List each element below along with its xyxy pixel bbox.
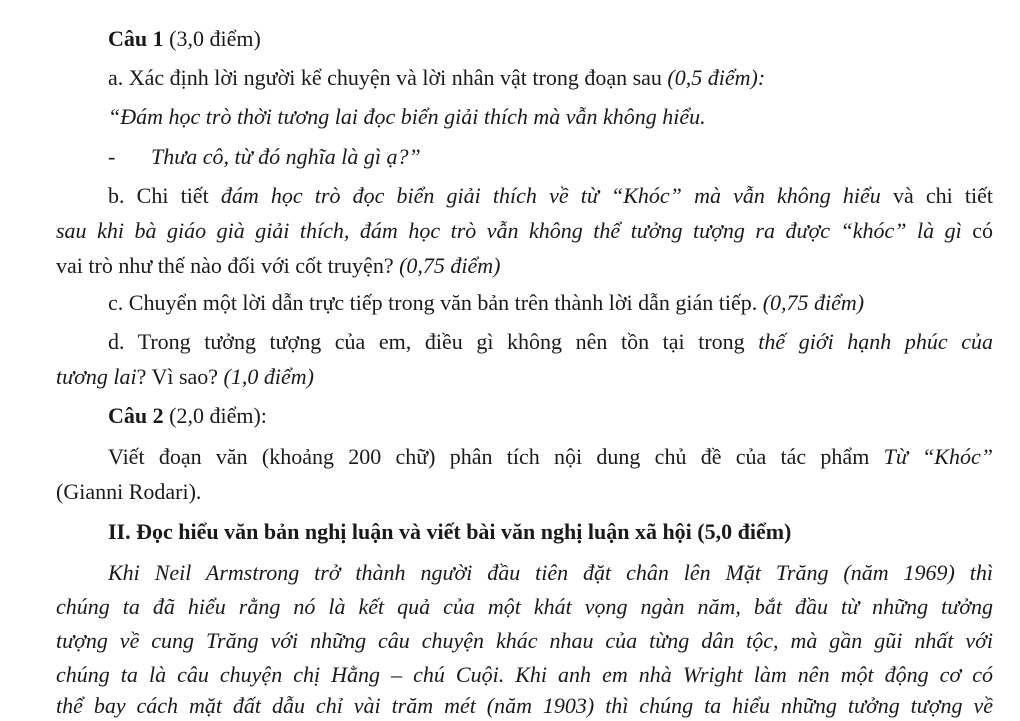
part-b-intro: b. Chi tiết	[108, 183, 221, 208]
part-b-line-2	[56, 216, 993, 246]
quote-character-text: Thưa cô, từ đó nghĩa là gì ạ?”	[151, 144, 421, 169]
passage-line-4	[56, 660, 993, 690]
passage-text-1: Khi Neil Armstrong trở thành người đầu tiên đặt chân lên Mặt Trăng (năm 1969) thì	[108, 560, 993, 585]
part-c-score: (0,75 điểm)	[762, 290, 865, 315]
part-b-connector-2: có	[961, 218, 993, 243]
question-2-label: Câu 2	[108, 403, 164, 428]
part-a	[108, 63, 765, 93]
question-2-line-2	[56, 477, 201, 507]
part-d-score: (1,0 điểm)	[223, 364, 314, 389]
passage-text-3: tượng về cung Trăng với những câu chuyện khác nhau của từng dân tộc, mà gần gũi nhất với	[56, 628, 993, 653]
part-d-italic: thế giới hạnh phúc của	[758, 329, 993, 354]
section-2-heading	[108, 517, 791, 547]
part-d-line-2	[56, 362, 314, 392]
question-2-line-1	[108, 442, 993, 472]
question-1-label: Câu 1	[108, 26, 164, 51]
part-a-text: a. Xác định lời người kể chuyện và lời nhân vật trong đoạn sau	[108, 65, 668, 90]
question-2-heading	[108, 401, 267, 431]
question-2-work-title: Từ “Khóc”	[883, 444, 993, 469]
part-d-question: ? Vì sao?	[136, 364, 224, 389]
part-d-line-1	[108, 327, 993, 357]
part-c	[108, 288, 864, 318]
part-a-score: (0,5 điểm):	[667, 65, 766, 90]
question-2-author: (Gianni Rodari).	[56, 479, 202, 504]
quote-line-1	[108, 102, 706, 132]
quote-line-2	[108, 142, 115, 172]
quote-dash: -	[108, 144, 116, 169]
part-b-line-1	[108, 181, 993, 211]
part-d-italic-2: tương lai	[56, 364, 137, 389]
part-b-detail: đám học trò đọc biển giải thích về từ “Khóc” mà vẫn không hiểu	[220, 183, 881, 208]
part-b-line-3	[56, 251, 501, 281]
question-2-prompt: Viết đoạn văn (khoảng 200 chữ) phân tích nội dung chủ đề của tác phẩm	[108, 444, 884, 469]
question-1-points: (3,0 điểm)	[163, 26, 261, 51]
question-1-heading	[108, 24, 261, 54]
part-b-score: (0,75 điểm)	[399, 253, 501, 278]
passage-line-2	[56, 592, 993, 622]
passage-text-4: chúng ta là câu chuyện chị Hằng – chú Cuội. Khi anh em nhà Wright làm nên một động cơ có	[56, 662, 993, 687]
part-d-text: d. Trong tưởng tượng của em, điều gì không nên tồn tại trong	[108, 329, 759, 354]
part-b-question: vai trò như thế nào đối với cốt truyện?	[56, 253, 400, 278]
section-2-title: II. Đọc hiểu văn bản nghị luận và viết bài văn nghị luận xã hội (5,0 điểm)	[108, 519, 792, 544]
question-2-points: (2,0 điểm):	[163, 403, 267, 428]
quote-narrator-text: “Đám học trò thời tương lai đọc biển giải thích mà vẫn không hiểu.	[108, 104, 706, 129]
part-b-connector: và chi tiết	[880, 183, 993, 208]
passage-text-5: thể bay cách mặt đất dẫu chỉ vài trăm mét (năm 1903) thì chúng ta hiểu những tưởng tượng về	[56, 693, 993, 718]
part-b-detail-2: sau khi bà giáo già giải thích, đám học trò vẫn không thể tưởng tượng ra được “khóc” là gì	[56, 218, 962, 243]
passage-line-1	[108, 558, 993, 588]
passage-text-2: chúng ta đã hiểu rằng nó là kết quả của một khát vọng ngàn năm, bắt đầu từ những tưởng	[56, 594, 993, 619]
quote-character-line	[151, 142, 421, 172]
part-c-text: c. Chuyển một lời dẫn trực tiếp trong văn bản trên thành lời dẫn gián tiếp.	[108, 290, 763, 315]
passage-line-3	[56, 626, 993, 656]
